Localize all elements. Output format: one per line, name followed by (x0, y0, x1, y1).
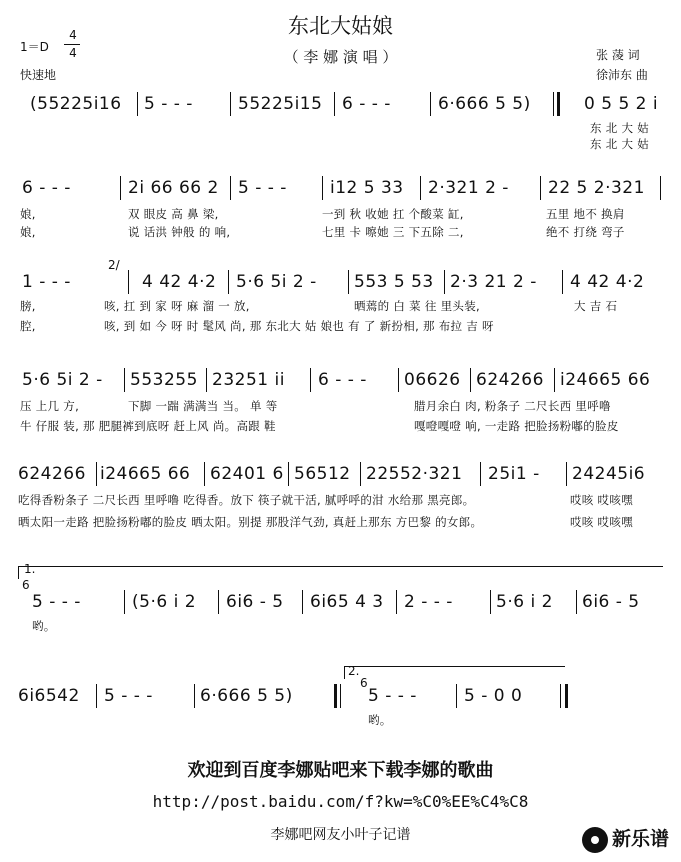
lyric-verse-2: 腔, (20, 319, 36, 333)
measure: i24665 66 (100, 464, 191, 484)
measure: 6i6542 (18, 686, 80, 706)
measure: (55225i16 (30, 94, 122, 114)
measure: 4 42 4·2 (570, 272, 645, 292)
lyric-verse-1: 吃得香粉条子 二尺长西 里呼噜 吃得香。放下 筷子就干活, 腻呼呼的泔 水给那 黑亮郎。 (18, 493, 475, 507)
measure: 5 - - - (368, 686, 417, 706)
barline (348, 270, 349, 294)
measure: 624266 (476, 370, 544, 390)
measure: 6 - - - (318, 370, 367, 390)
measure: 22 5 2·321 (548, 178, 645, 198)
lyric-verse-2: 咳, 到 如 今 呀 时 髦风 尚, 那 东北大 姑 娘也 有 了 新扮相, 那 布拉 吉 呀 (104, 319, 494, 333)
second-ending-bracket (344, 666, 565, 679)
measure: 2·3 21 2 - (450, 272, 537, 292)
measure: 06626 (404, 370, 461, 390)
barline (228, 270, 229, 294)
measure: 2 - - - (404, 592, 453, 612)
measure: 0 5 5 2 i (584, 94, 659, 114)
barline (490, 590, 491, 614)
measure: (5·6 i 2 (132, 592, 197, 612)
measure: 5·6 5i 2 - (22, 370, 103, 390)
lyric-verse-1: 娘, (20, 207, 36, 221)
measure: 23251 ii (212, 370, 285, 390)
transcriber-credit: 李娜吧网友小叶子记谱 (270, 827, 411, 843)
measure: 6·666 5 5) (200, 686, 293, 706)
barline (206, 368, 207, 392)
barline (396, 590, 397, 614)
barline (430, 92, 431, 116)
disc-icon (582, 827, 608, 853)
lyric-verse-2: 东 北 大 姑 (590, 137, 650, 151)
measure: 22552·321 (366, 464, 463, 484)
measure: i24665 66 (560, 370, 651, 390)
lyric-verse-2: 娘, (20, 225, 36, 239)
barline (566, 462, 567, 486)
measure: 6i6 - 5 (226, 592, 284, 612)
measure: 6 - - - (342, 94, 391, 114)
measure: i12 5 33 (330, 178, 404, 198)
breath-mark-icon: 2/ (108, 258, 120, 272)
barline (660, 176, 661, 200)
barline (96, 462, 97, 486)
measure: 553255 (130, 370, 198, 390)
measure: 6i6 - 5 (582, 592, 640, 612)
measure: 2·321 2 - (428, 178, 509, 198)
lyric-verse-1: 膀, (20, 299, 36, 313)
lyric-verse-1: 下脚 一踹 满满当 当。 单 等 (128, 399, 278, 413)
composer-credit: 徐沛东 曲 (596, 68, 648, 82)
first-ending-label: 1. (24, 562, 36, 576)
lyric-verse-1: 哟。 (32, 619, 56, 633)
measure: 5 - - - (144, 94, 193, 114)
measure: 624266 (18, 464, 86, 484)
lyric-verse-2: 说 话洪 钟般 的 响, (128, 225, 231, 239)
barline (398, 368, 399, 392)
measure: 56512 (294, 464, 351, 484)
barline (120, 176, 121, 200)
grace-note: 6 (22, 578, 30, 592)
lyric-verse-1: 咳, 扛 到 家 呀 麻 溜 一 放, (104, 299, 250, 313)
site-logo-text: 新乐谱 (611, 828, 669, 850)
time-signature-top: 4 (69, 28, 77, 42)
barline (540, 176, 541, 200)
barline (562, 270, 563, 294)
promo-text: 欢迎到百度李娜贴吧来下载李娜的歌曲 (187, 760, 494, 781)
lyric-verse-2: 绝不 打绕 弯子 (546, 225, 625, 239)
barline (334, 92, 335, 116)
lyric-verse-1: 压 上几 方, (20, 399, 80, 413)
barline (124, 590, 125, 614)
barline (288, 462, 289, 486)
lyric-verse-1: 哎咳 哎咳嘿 (570, 493, 633, 507)
grace-note: 6 (360, 676, 368, 690)
barline (302, 590, 303, 614)
barline (444, 270, 445, 294)
measure: 5 - 0 0 (464, 686, 523, 706)
lyric-verse-1: 晒蔫的 白 菜 往 里头装, (354, 299, 480, 313)
second-ending-label: 2. (348, 664, 360, 678)
repeat-end-barline (334, 684, 337, 708)
measure: 5·6 i 2 (496, 592, 553, 612)
barline (322, 176, 323, 200)
barline (218, 590, 219, 614)
measure: 24245i6 (572, 464, 646, 484)
time-signature-divider (64, 44, 80, 45)
measure: 2i 66 66 2 (128, 178, 219, 198)
measure: 5·6 5i 2 - (236, 272, 317, 292)
final-barline (565, 684, 568, 708)
barline (420, 176, 421, 200)
site-logo (582, 824, 669, 853)
measure: 6·666 5 5) (438, 94, 531, 114)
first-ending-bracket (18, 566, 663, 579)
measure: 62401 6 (210, 464, 284, 484)
measure: 6 - - - (22, 178, 71, 198)
lyric-verse-2: 七里 卡 嚓她 三 下五除 二, (322, 225, 464, 239)
barline (194, 684, 195, 708)
barline (204, 462, 205, 486)
measure: 1 - - - (22, 272, 71, 292)
barline (576, 590, 577, 614)
measure: 553 5 53 (354, 272, 434, 292)
lyric-verse-1: 东 北 大 姑 (590, 121, 650, 135)
measure: 4 42 4·2 (142, 272, 217, 292)
barline (96, 684, 97, 708)
tempo-marking: 快速地 (20, 68, 57, 82)
barline (230, 92, 231, 116)
lyricist-credit: 张 蓤 词 (596, 48, 640, 62)
lyric-verse-1: 一到 秋 收她 扛 个酸菜 缸, (322, 207, 464, 221)
repeat-start-barline (557, 92, 560, 116)
barline (230, 176, 231, 200)
song-title: 东北大姑娘 (288, 14, 393, 38)
barline (128, 270, 129, 294)
barline (480, 462, 481, 486)
barline (456, 684, 457, 708)
lyric-verse-1: 哟。 (368, 713, 392, 727)
lyric-verse-2: 牛 仔服 装, 那 肥腿裤到底呀 赶上风 尚。高跟 鞋 (20, 419, 276, 433)
barline (560, 684, 561, 708)
barline (553, 92, 554, 116)
barline (124, 368, 125, 392)
lyric-verse-1: 双 眼皮 高 鼻 梁, (128, 207, 219, 221)
measure: 55225i15 (238, 94, 323, 114)
measure: 5 - - - (238, 178, 287, 198)
barline (554, 368, 555, 392)
time-signature-bottom: 4 (69, 46, 77, 60)
lyric-verse-2: 嘎噔嘎噔 响, 一走路 把脸扬粉嘟的脸皮 (414, 419, 619, 433)
download-url[interactable]: http://post.baidu.com/f?kw=%C0%EE%C4%C8 (152, 792, 529, 811)
key-signature: 1＝D (20, 40, 49, 54)
barline (137, 92, 138, 116)
lyric-verse-1: 大 吉 石 (574, 299, 618, 313)
barline (360, 462, 361, 486)
measure: 5 - - - (32, 592, 81, 612)
measure: 5 - - - (104, 686, 153, 706)
measure: 25i1 - (488, 464, 540, 484)
singer-credit: （ 李 娜 演 唱 ） (283, 48, 398, 66)
barline (470, 368, 471, 392)
lyric-verse-2: 哎咳 哎咳嘿 (570, 515, 633, 529)
lyric-verse-2: 晒太阳一走路 把脸扬粉嘟的脸皮 晒太阳。别提 那股洋气劲, 真赶上那东 方巴黎 的女郎。 (18, 515, 483, 529)
measure: 6i65 4 3 (310, 592, 384, 612)
lyric-verse-1: 五里 地不 换肩 (546, 207, 625, 221)
barline (340, 684, 341, 708)
barline (310, 368, 311, 392)
lyric-verse-1: 腊月余白 肉, 粉条子 二尺长西 里呼噜 (414, 399, 611, 413)
